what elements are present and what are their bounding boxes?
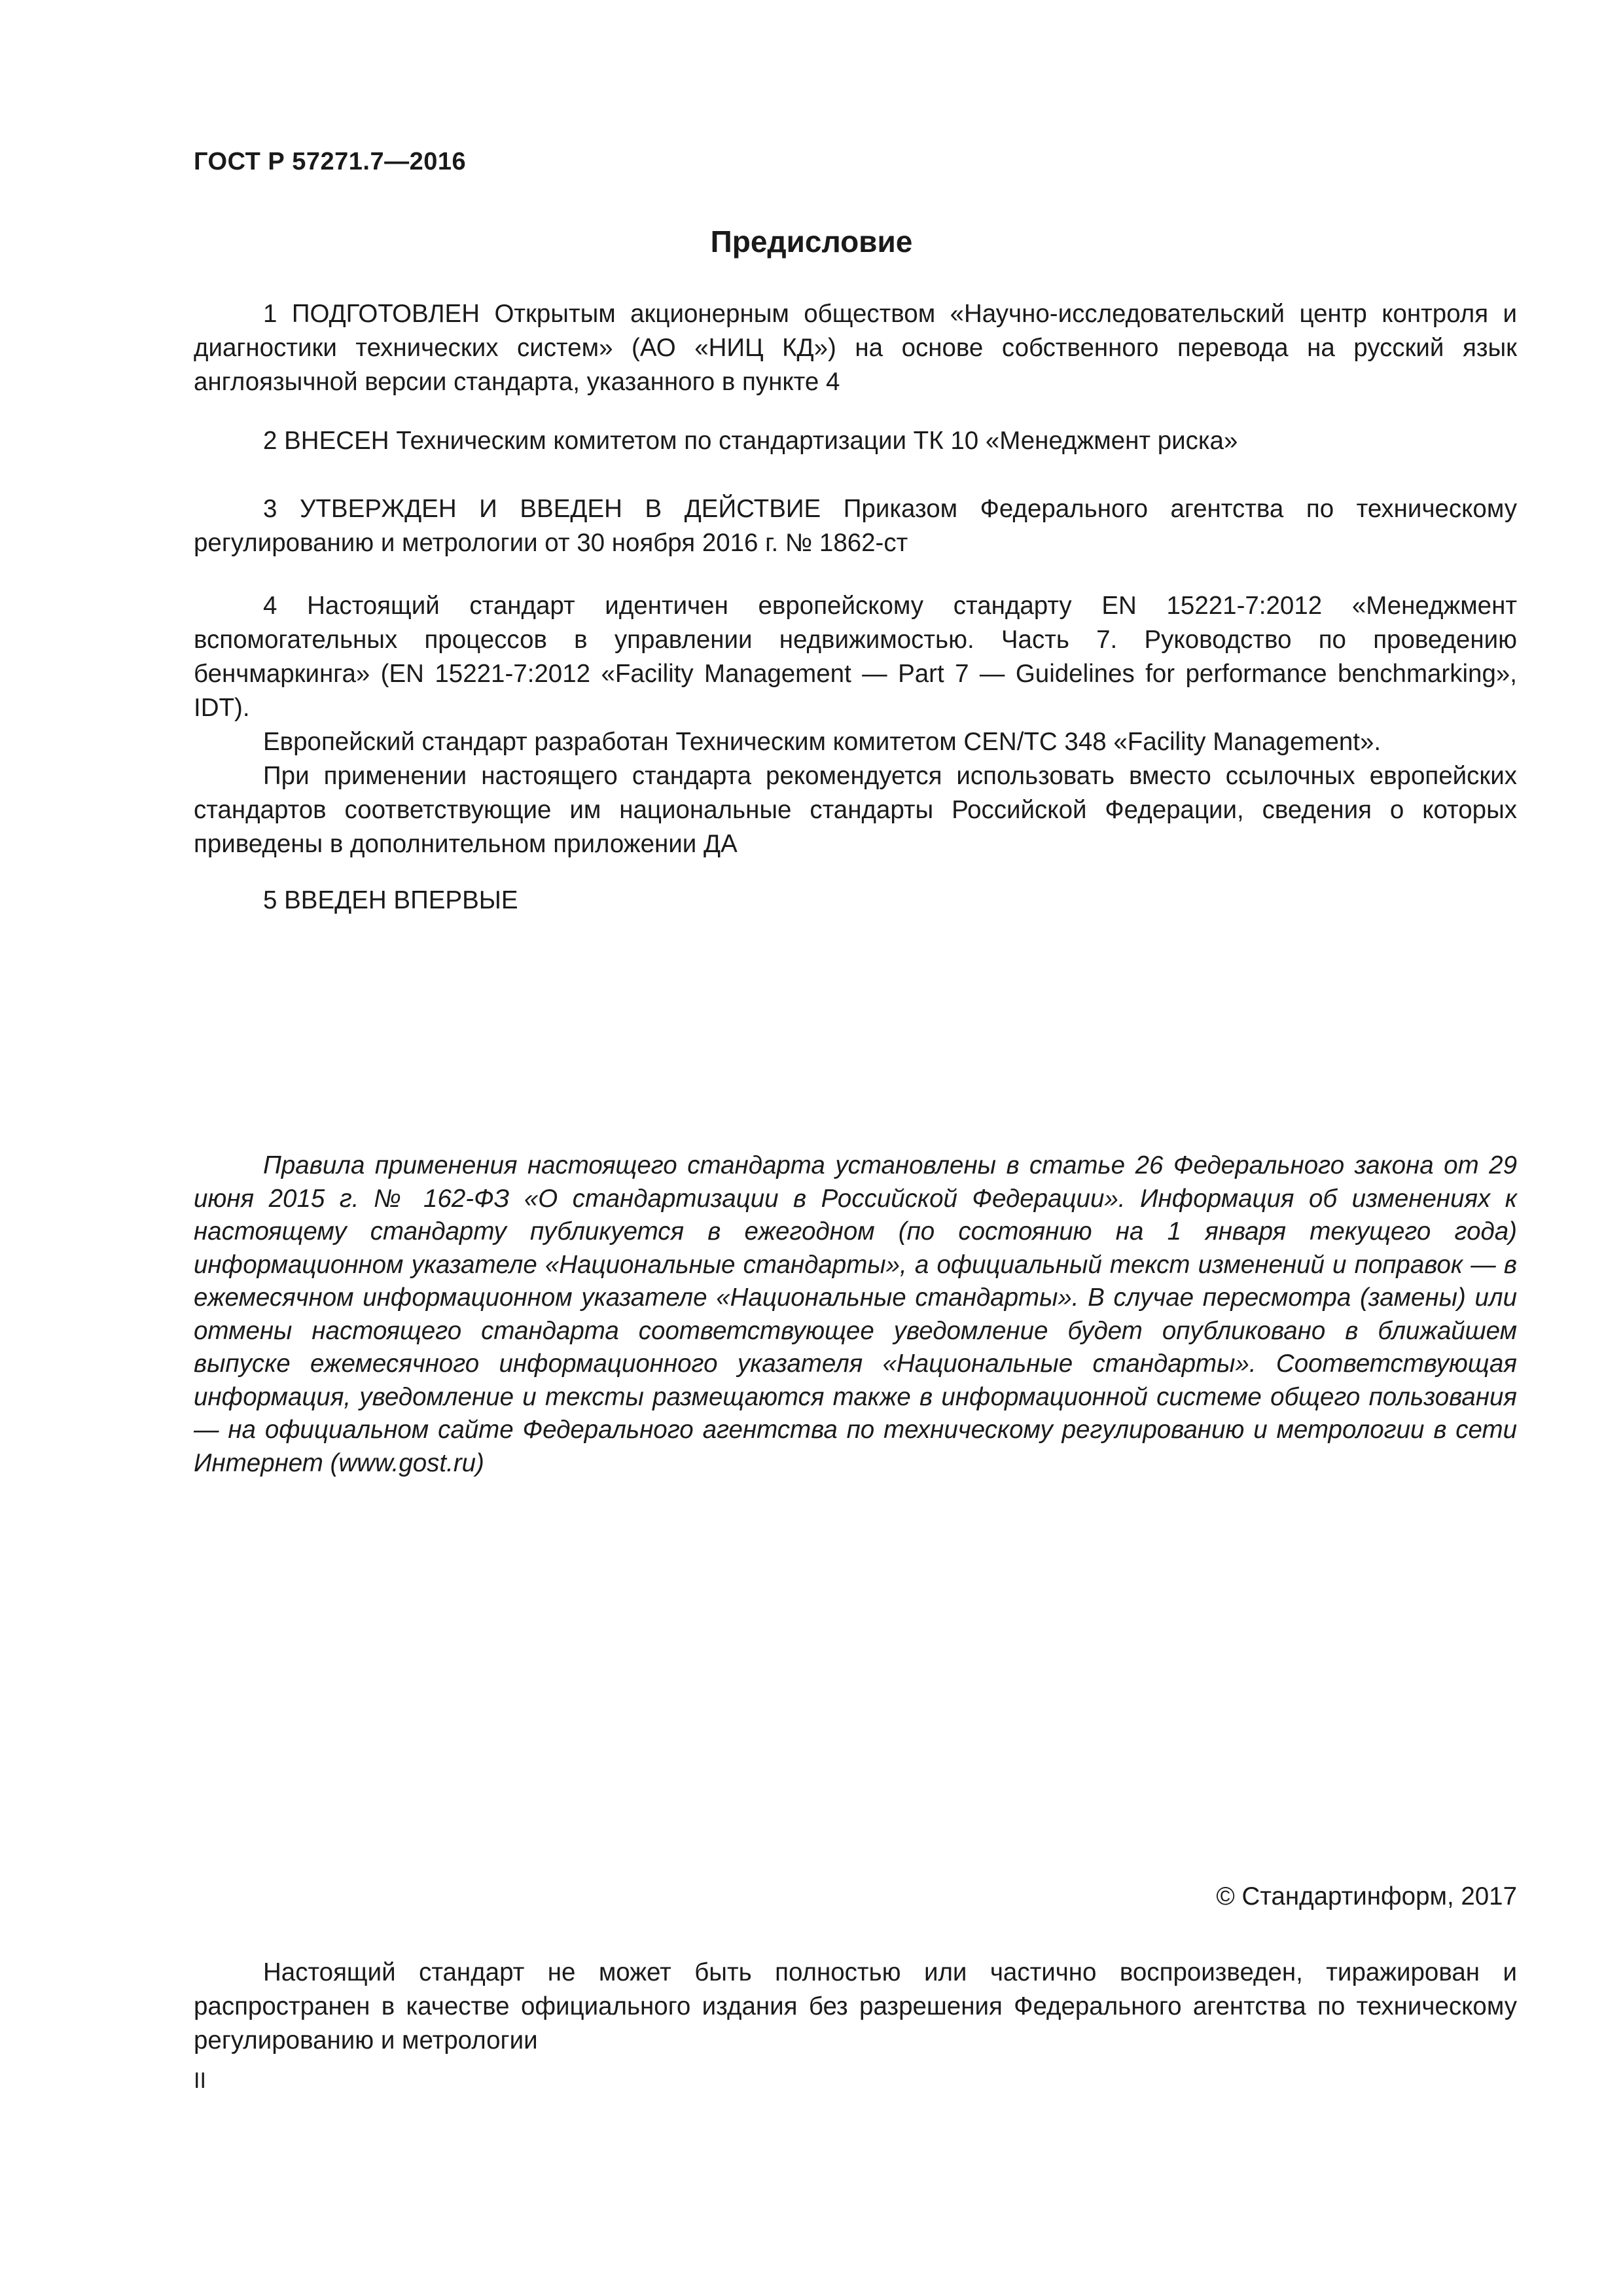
page-number: II: [194, 2068, 206, 2093]
foreword-item-4-paragraph-1: 4 Настоящий стандарт идентичен европейскому стандарту EN 15221-7:2012 «Менеджмент вспомогательных процессов в управлении недвижимостью. Часть 7. Руководство по проведению бенчмаркинга» (EN 15221-7:2012 «Facility Management — Part 7 — Guidelines for performance benchmarking», IDT).: [194, 592, 1517, 722]
foreword-item-4: [194, 589, 1517, 861]
application-rules-notice-text: Правила применения настоящего стандарта установлены в статье 26 Федерального закона от 29 июня 2015 г. № 162-ФЗ «О стандартизации в Российской Федерации». Информация об изменениях к настоящему стандарту публикуется в ежегодном (по состоянию на 1 января текущего года) информационном указателе «Национальные стандарты», а официальный текст изменений и поправок — в ежемесячном информационном указателе «Национальные стандарты». В случае пересмотра (замены) или отмены настоящего стандарта соответствующее уведомление будет опубликовано в ближайшем выпуске ежемесячного информационного указателя «Национальные стандарты». Соответствующая информация, уведомление и тексты размещаются также в информационной системе общего пользования — на официальном сайте Федерального агентства по техническому регулированию и метрологии в сети Интернет (www.gost.ru): [194, 1151, 1517, 1477]
foreword-item-1: [194, 297, 1517, 399]
document-code-header: ГОСТ Р 57271.7—2016: [194, 148, 467, 175]
application-rules-notice: [194, 1149, 1517, 1480]
foreword-item-3: [194, 492, 1517, 560]
reproduction-rights-text: Настоящий стандарт не может быть полностью или частично воспроизведен, тиражирован и распространен в качестве официального издания без разрешения Федерального агентства по техническому регулированию и метрологии: [194, 1958, 1517, 2054]
foreword-item-1-text: 1 ПОДГОТОВЛЕН Открытым акционерным обществом «Научно-исследовательский центр контроля и диагностики технических систем» (АО «НИЦ КД») на основе собственного перевода на русский язык англоязычной версии стандарта, указанного в пункте 4: [194, 300, 1517, 396]
foreword-item-5: [194, 884, 1517, 918]
foreword-item-2: [194, 424, 1517, 458]
copyright-line: © Стандартинформ, 2017: [1216, 1882, 1517, 1910]
foreword-item-4-paragraph-2: Европейский стандарт разработан Техническим комитетом CEN/TC 348 «Facility Management».: [263, 728, 1382, 756]
page-title: Предисловие: [710, 224, 913, 259]
foreword-item-3-text: 3 УТВЕРЖДЕН И ВВЕДЕН В ДЕЙСТВИЕ Приказом Федерального агентства по техническому регулированию и метрологии от 30 ноября 2016 г. № 1862-ст: [194, 495, 1517, 557]
foreword-item-4-paragraph-3: При применении настоящего стандарта рекомендуется использовать вместо ссылочных европейских стандартов соответствующие им национальные стандарты Российской Федерации, сведения о которых приведены в дополнительном приложении ДА: [194, 762, 1517, 858]
reproduction-rights: [194, 1956, 1517, 2058]
foreword-item-2-text: 2 ВНЕСЕН Техническим комитетом по стандартизации ТК 10 «Менеджмент риска»: [263, 427, 1238, 455]
foreword-item-5-text: 5 ВВЕДЕН ВПЕРВЫЕ: [263, 886, 518, 914]
